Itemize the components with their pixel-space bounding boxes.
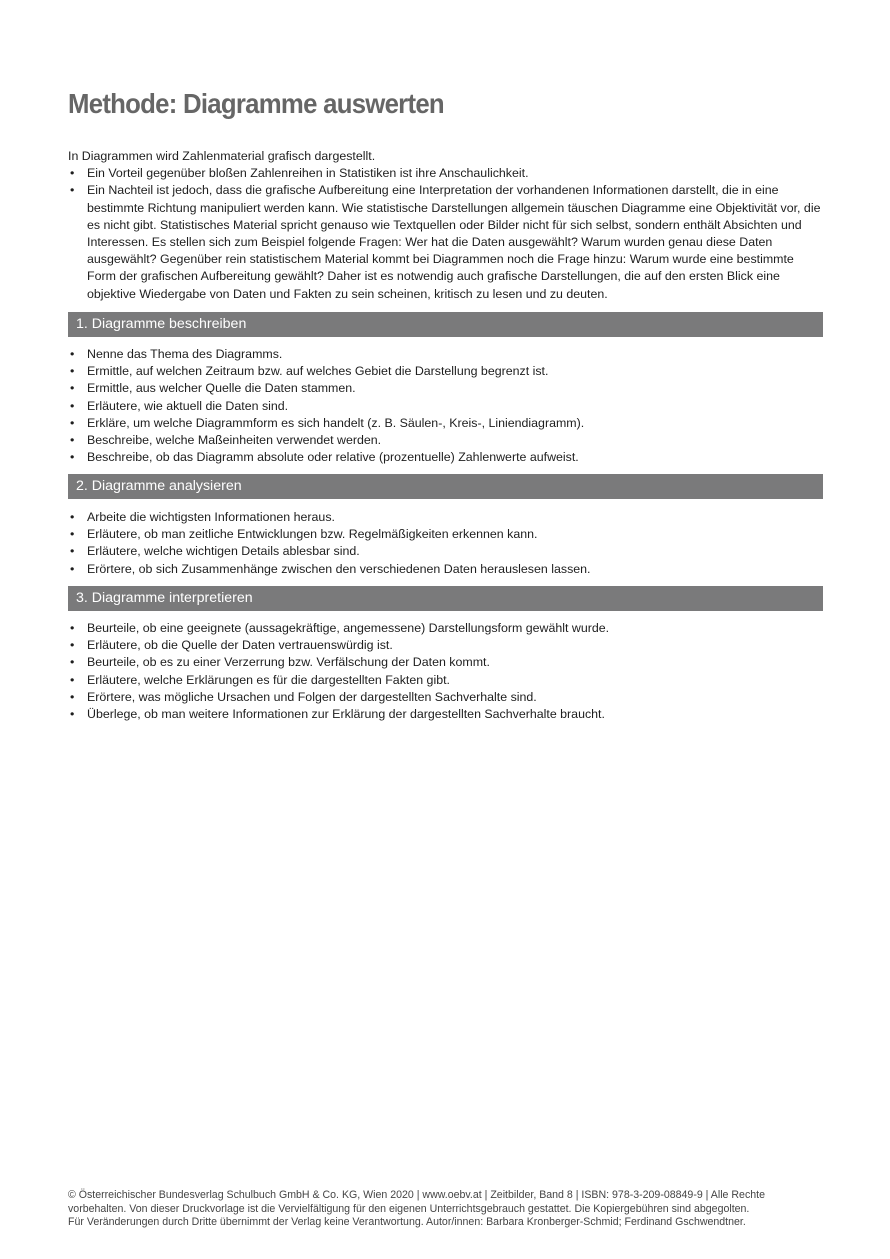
intro-block <box>68 148 824 303</box>
list-item: • Erläutere, ob die Quelle der Daten vertrauenswürdig ist. <box>68 637 824 654</box>
list-item: • Ermittle, aus welcher Quelle die Daten stammen. <box>68 380 824 397</box>
footer-line: © Österreichischer Bundesverlag Schulbuch GmbH & Co. KG, Wien 2020 | www.oebv.at | Zeitbilder, Band 8 | ISBN: 978-3-209-08849-9 | Alle Rechte <box>68 1189 765 1201</box>
section-list-beschreiben <box>68 346 824 466</box>
section-list-interpretieren <box>68 620 824 723</box>
section-heading-beschreiben: 1. Diagramme beschreiben <box>68 312 823 337</box>
list-item: • Überlege, ob man weitere Informationen zur Erklärung der dargestellten Sachverhalte braucht. <box>68 706 824 723</box>
list-item: • Erläutere, welche Erklärungen es für die dargestellten Fakten gibt. <box>68 672 824 689</box>
list-item: • Beurteile, ob es zu einer Verzerrung bzw. Verfälschung der Daten kommt. <box>68 654 824 671</box>
list-item: • Beschreibe, welche Maßeinheiten verwendet werden. <box>68 432 824 449</box>
intro-bullet: • Ein Vorteil gegenüber bloßen Zahlenreihen in Statistiken ist ihre Anschaulichkeit. <box>68 165 824 182</box>
list-item: • Arbeite die wichtigsten Informationen heraus. <box>68 509 824 526</box>
list-item: • Erläutere, welche wichtigen Details ablesbar sind. <box>68 543 824 560</box>
list-item: • Erläutere, ob man zeitliche Entwicklungen bzw. Regelmäßigkeiten erkennen kann. <box>68 526 824 543</box>
intro-bullet: • Ein Nachteil ist jedoch, dass die grafische Aufbereitung eine Interpretation der vorhandenen Informationen darstellt, die in eine bestimmte Richtung manipuliert werden kann. Wie statistische Darstellungen allgemein täuschen Diagramme eine Objektivität vor, die es nicht gibt. Statistisches Material spricht genauso wie Textquellen oder Bilder nicht für sich selbst, sondern enthält Absichten und Interessen. Es stellen sich zum Beispiel folgende Fragen: Wer hat die Daten ausgewählt? Warum wurden genau diese Daten ausgewählt? Gegenüber rein statistischem Material kommt bei Diagrammen noch die Frage hinzu: Warum wurde eine bestimmte Form der grafischen Aufbereitung gewählt? Daher ist es notwendig auch grafische Darstellungen, die auf den ersten Blick eine objektive Wiedergabe von Daten und Fakten zu sein scheinen, kritisch zu lesen und zu deuten. <box>68 182 824 302</box>
list-item: • Ermittle, auf welchen Zeitraum bzw. auf welches Gebiet die Darstellung begrenzt ist. <box>68 363 824 380</box>
list-item: • Erörtere, ob sich Zusammenhänge zwischen den verschiedenen Daten herauslesen lassen. <box>68 561 824 578</box>
list-item: • Erläutere, wie aktuell die Daten sind. <box>68 398 824 415</box>
list-item: • Erkläre, um welche Diagrammform es sich handelt (z. B. Säulen-, Kreis-, Liniendiagramm). <box>68 415 824 432</box>
list-item: • Erörtere, was mögliche Ursachen und Folgen der dargestellten Sachverhalte sind. <box>68 689 824 706</box>
page-title: Methode: Diagramme auswerten <box>68 88 444 119</box>
copyright-footer <box>68 1189 828 1230</box>
intro-lead: In Diagrammen wird Zahlenmaterial grafisch dargestellt. <box>68 149 376 163</box>
footer-line: vorbehalten. Von dieser Druckvorlage ist die Vervielfältigung für den eigenen Unterrichtsgebrauch gestattet. Die Kopiergebühren sind abgegolten. <box>68 1202 750 1215</box>
list-item: • Beschreibe, ob das Diagramm absolute oder relative (prozentuelle) Zahlenwerte aufweist. <box>68 449 824 466</box>
section-heading-interpretieren: 3. Diagramme interpretieren <box>68 586 823 611</box>
intro-list <box>68 165 824 303</box>
section-heading-analysieren: 2. Diagramme analysieren <box>68 474 823 499</box>
list-item: • Beurteile, ob eine geeignete (aussagekräftige, angemessene) Darstellungsform gewählt wurde. <box>68 620 824 637</box>
list-item: • Nenne das Thema des Diagramms. <box>68 346 824 363</box>
section-list-analysieren <box>68 509 824 578</box>
footer-line: Für Veränderungen durch Dritte übernimmt der Verlag keine Verantwortung. Autor/innen: Barbara Kronberger-Schmid; Ferdinand Gschwendtner. <box>68 1216 746 1229</box>
